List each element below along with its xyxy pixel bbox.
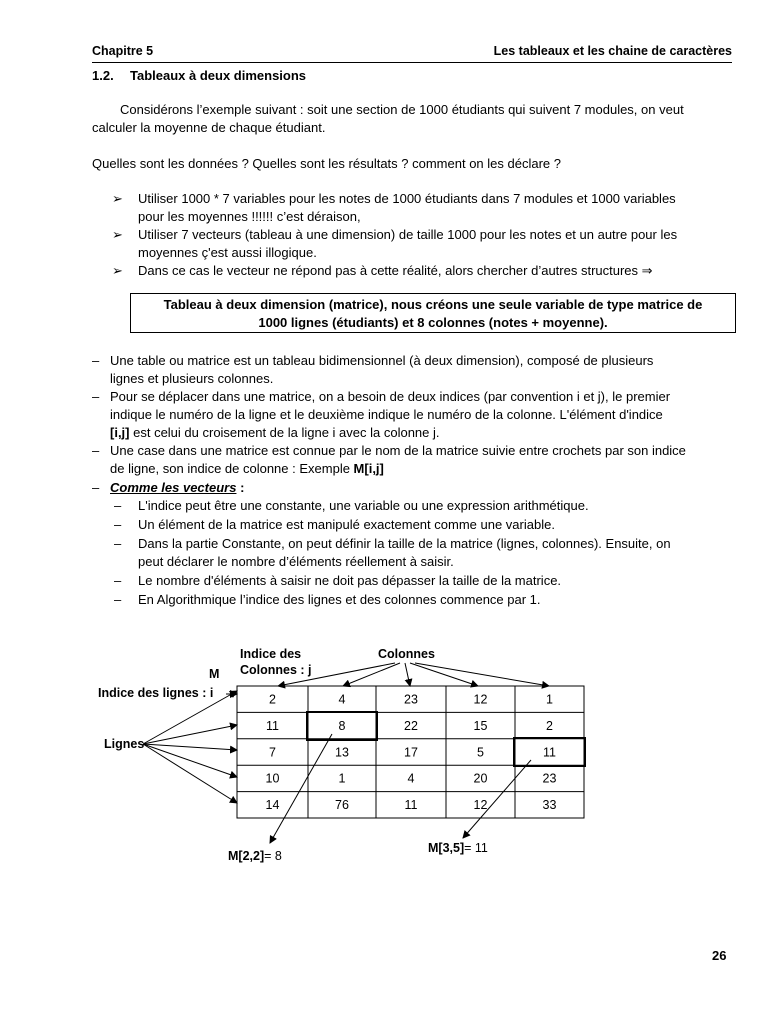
dash-marker: –	[92, 480, 100, 495]
section-number: 1.2.	[92, 68, 114, 83]
arrow-bullet-icon: ➢	[112, 227, 123, 242]
column-arrows	[278, 663, 549, 686]
bullet-line: moyennes ç'est aussi illogique.	[138, 245, 317, 260]
sub-dash-line: En Algorithmique l’indice des lignes et des colonnes commence par 1.	[138, 592, 541, 607]
lignes-label: Lignes	[104, 737, 145, 751]
sub-dash-item	[92, 572, 732, 590]
matrix-cell-1-5: 1	[546, 692, 553, 707]
dash-line: Une case dans une matrice est connue par le nom de la matrice suivie entre crochets par son indice	[110, 443, 686, 458]
dash-marker: –	[92, 353, 100, 368]
matrix-cell-5-5: 33	[542, 798, 557, 813]
arrow-bullet-icon: ➢	[112, 263, 123, 278]
bullet-line: pour les moyennes !!!!!! c’est déraison,	[138, 209, 361, 224]
matrix-cell-2-5: 2	[546, 718, 553, 733]
arrow-bullet-icon: ➢	[112, 191, 123, 206]
sub-dash-item	[92, 516, 732, 534]
col-index-label-2: Colonnes : j	[240, 663, 312, 677]
matrix-cell-4-3: 4	[407, 771, 415, 786]
dash-line: indique le numéro de la ligne et le deuxième indique le numéro de la colonne. L'élément d'indice	[110, 407, 663, 422]
dash-marker: –	[114, 498, 122, 513]
dash-marker: –	[92, 389, 100, 404]
sub-dash-line: peut déclarer le nombre d’éléments réellement à saisir.	[138, 554, 454, 569]
col-index-label-1: Indice des	[240, 647, 302, 661]
matrix-cell-1-1: 2	[269, 692, 276, 707]
matrix-cell-2-1: 11	[266, 718, 279, 733]
dash-item	[92, 442, 732, 478]
matrix-cell-2-2: 8	[338, 718, 346, 733]
dash-line: [i,j] est celui du croisement de la ligne i avec la colonne j.	[110, 425, 440, 440]
matrix-cell-5-1: 14	[265, 798, 280, 813]
page-number: 26	[712, 948, 727, 963]
row-arrows	[143, 691, 237, 803]
matrix-cell-2-3: 22	[404, 718, 418, 733]
matrix-cell-3-5: 11	[543, 745, 556, 760]
example-m35: M[3,5]= 11	[428, 841, 488, 855]
sub-dash-item	[92, 497, 732, 515]
dash-item	[92, 352, 732, 388]
matrix-name-label: M	[209, 667, 220, 681]
matrix-cell-5-4: 12	[473, 798, 488, 813]
dash-marker: –	[114, 573, 122, 588]
matrix-cell-3-1: 7	[269, 745, 276, 760]
question-line: Quelles sont les données ? Quelles sont les résultats ? comment on les déclare ?	[92, 156, 561, 171]
matrix-cell-3-4: 5	[477, 745, 484, 760]
example-m22: M[2,2]= 8	[228, 849, 282, 863]
section-title: Tableaux à deux dimensions	[130, 68, 307, 83]
page-header	[92, 44, 732, 63]
dash-item	[92, 479, 732, 497]
definition-line: Tableau à deux dimension (matrice), nous créons une seule variable de type matrice de	[163, 297, 703, 312]
row-index-label: Indice des lignes : i	[98, 686, 214, 700]
dash-line: lignes et plusieurs colonnes.	[110, 371, 274, 386]
dash-item	[92, 388, 732, 442]
sub-dash-item	[92, 591, 732, 609]
sub-dash-line: Le nombre d'éléments à saisir ne doit pas dépasser la taille de la matrice.	[138, 573, 562, 588]
dash-line: Une table ou matrice est un tableau bidimensionnel (à deux dimension), composé de plusieurs	[110, 353, 654, 368]
dash-line: Pour se déplacer dans une matrice, on a besoin de deux indices (par convention i et j), le premier	[110, 389, 671, 404]
dash-line: Comme les vecteurs :	[110, 480, 245, 495]
colonnes-label: Colonnes	[378, 647, 435, 661]
matrix-diagram	[0, 630, 768, 870]
sub-dash-line: Dans la partie Constante, on peut définir la taille de la matrice (lignes, colonnes). Ensuite, on	[138, 536, 671, 551]
definition-box	[130, 293, 736, 333]
bullet-line: Dans ce cas le vecteur ne répond pas à cette réalité, alors chercher d’autres structures ⇒	[138, 263, 653, 278]
matrix-cell-1-3: 23	[404, 692, 418, 707]
matrix-cell-4-4: 20	[473, 771, 488, 786]
sub-dash-line: L'indice peut être une constante, une variable ou une expression arithmétique.	[138, 498, 589, 513]
matrix-cell-1-4: 12	[473, 692, 488, 707]
chapter-title: Les tableaux et les chaine de caractères	[493, 44, 732, 58]
sub-dash-line: Un élément de la matrice est manipulé exactement comme une variable.	[138, 517, 555, 532]
bullet-item	[92, 226, 732, 262]
index-notation: [i,j]	[110, 425, 130, 440]
intro-line-1: Considérons l’exemple suivant : soit une section de 1000 étudiants qui suivent 7 modules, on veut	[120, 102, 684, 117]
example-pointers	[270, 734, 531, 843]
definition-line: 1000 lignes (étudiants) et 8 colonnes (notes + moyenne).	[258, 315, 608, 330]
dash-marker: –	[114, 592, 122, 607]
matrix-cells	[266, 693, 557, 813]
bullet-item	[92, 262, 732, 280]
example-notation: M[i,j]	[353, 461, 384, 476]
bullet-line: Utiliser 7 vecteurs (tableau à une dimension) de taille 1000 pour les notes et un autre pour les	[138, 227, 678, 242]
matrix-cell-5-3: 11	[404, 798, 418, 813]
comme-vecteurs-heading: Comme les vecteurs	[110, 480, 237, 495]
chapter-label: Chapitre 5	[92, 44, 154, 58]
section-heading	[92, 68, 306, 83]
intro-line-2: calculer la moyenne de chaque étudiant.	[92, 120, 326, 135]
sub-dash-item	[92, 535, 732, 571]
matrix-cell-2-4: 15	[473, 718, 488, 733]
dash-marker: –	[114, 517, 122, 532]
matrix-cell-3-3: 17	[404, 745, 418, 760]
bullet-item	[92, 190, 732, 226]
matrix-cell-5-2: 76	[335, 798, 349, 813]
dash-marker: –	[114, 536, 122, 551]
dash-marker: –	[92, 443, 100, 458]
matrix-cell-4-5: 23	[542, 771, 557, 786]
matrix-cell-1-2: 4	[338, 692, 346, 707]
matrix-cell-4-1: 10	[265, 771, 280, 786]
intro-paragraph	[92, 101, 732, 137]
dash-line: de ligne, son indice de colonne : Exemple M[i,j]	[110, 461, 384, 476]
bullet-line: Utiliser 1000 * 7 variables pour les notes de 1000 étudiants dans 7 modules et 1000 variables	[138, 191, 676, 206]
matrix-cell-4-2: 1	[338, 771, 346, 786]
matrix-cell-3-2: 13	[335, 745, 349, 760]
